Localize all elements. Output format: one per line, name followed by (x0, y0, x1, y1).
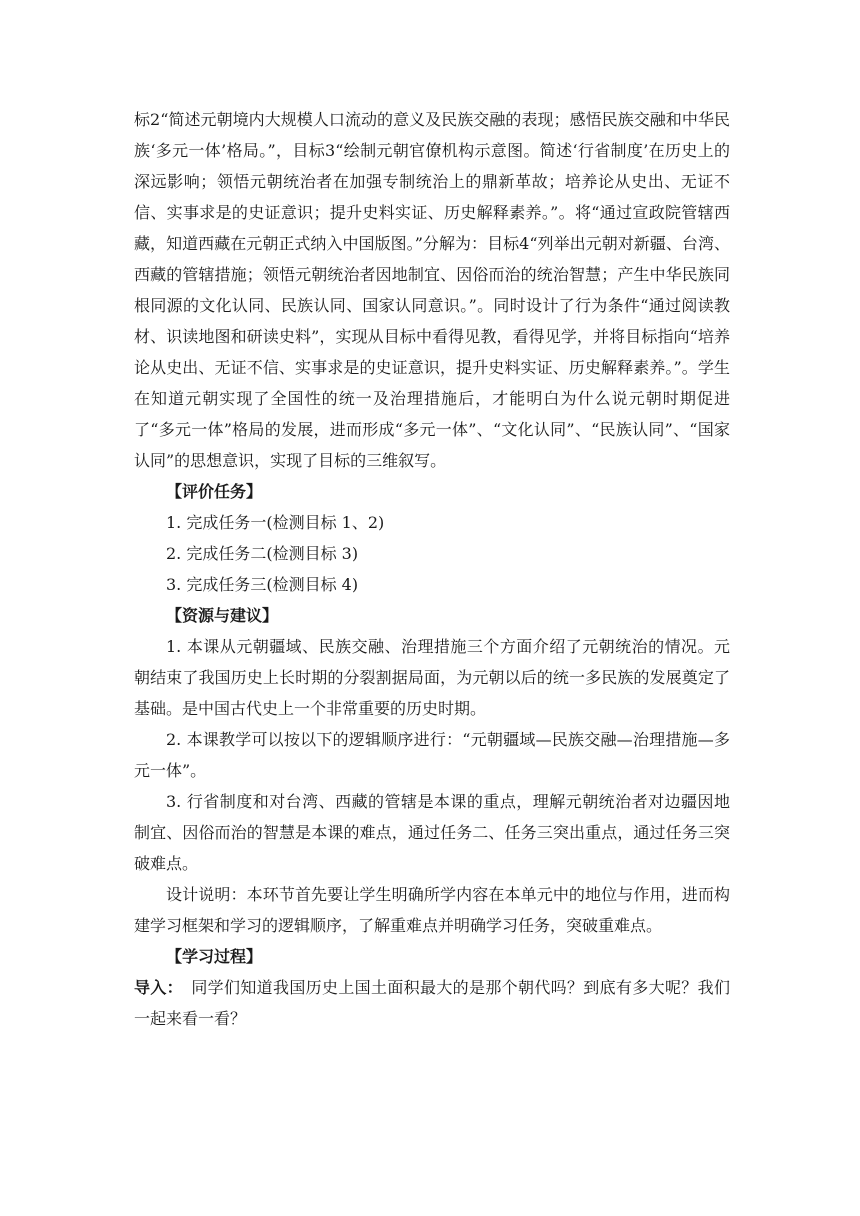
evaluation-item-1: 1. 完成任务一(检测目标 1、2) (166, 513, 385, 532)
evaluation-item-3: 3. 完成任务三(检测目标 4) (166, 575, 359, 594)
intro-label: 导入： (134, 978, 175, 997)
resources-item-3: 3. 行省制度和对台湾、西藏的管辖是本课的重点，理解元朝统治者对边疆因地制宜、因俗而治的智慧是本课的难点，通过任务二、任务三突出重点，通过任务三突破难点。 (134, 792, 730, 873)
resources-item-1: 1. 本课从元朝疆域、民族交融、治理措施三个方面介绍了元朝统治的情况。元朝结束了我国历史上长时期的分裂割据局面，为元朝以后的统一多民族的发展奠定了基础。是中国古代史上一个非常重要的历史时期。 (134, 637, 730, 718)
evaluation-item-2: 2. 完成任务二(检测目标 3) (166, 544, 359, 563)
learning-goals-paragraph: 标2“简述元朝境内大规模人口流动的意义及民族交融的表现；感悟民族交融和中华民族‘多元一体’格局。”，目标3“绘制元朝官僚机构示意图。简述‘行省制度’在历史上的深远影响；领悟元朝统治者在加强专制统治上的鼎新革故；培养论从史出、无证不信、实事求是的史证意识；提升史料实证、历史解释素养。”。将“通过宣政院管辖西藏，知道西藏在元朝正式纳入中国版图。”分解为：目标4“列举出元朝对新疆、台湾、西藏的管辖措施；领悟元朝统治者因地制宜、因俗而治的统治智慧；产生中华民族同根同源的文化认同、民族认同、国家认同意识。”。同时设计了行为条件“通过阅读教材、识读地图和研读史料”，实现从目标中看得见教，看得见学，并将目标指向“培养论从史出、无证不信、实事求是的史证意识，提升史料实证、历史解释素养。”。学生在知道元朝实现了全国性的统一及治理措施后，才能明白为什么说元朝时期促进了“多元一体”格局的发展，进而形成“多元一体”、“文化认同”、“民族认同”、“国家认同”的思想意识，实现了目标的三维叙写。 (134, 110, 730, 470)
design-note: 设计说明：本环节首先要让学生明确所学内容在本单元中的地位与作用，进而构建学习框架和学习的逻辑顺序，了解重难点并明确学习任务，突破重难点。 (134, 885, 730, 935)
evaluation-heading: 【评价任务】 (166, 482, 263, 501)
resources-heading: 【资源与建议】 (166, 606, 279, 625)
resources-item-2: 2. 本课教学可以按以下的逻辑顺序进行：“元朝疆域—民族交融—治理措施—多元一体”。 (134, 730, 730, 780)
document-page (134, 104, 730, 1034)
intro-paragraph (134, 972, 730, 1034)
intro-text: 同学们知道我国历史上国土面积最大的是那个朝代吗？到底有多大呢？我们一起来看一看？ (134, 978, 730, 1028)
process-heading: 【学习过程】 (166, 947, 263, 966)
